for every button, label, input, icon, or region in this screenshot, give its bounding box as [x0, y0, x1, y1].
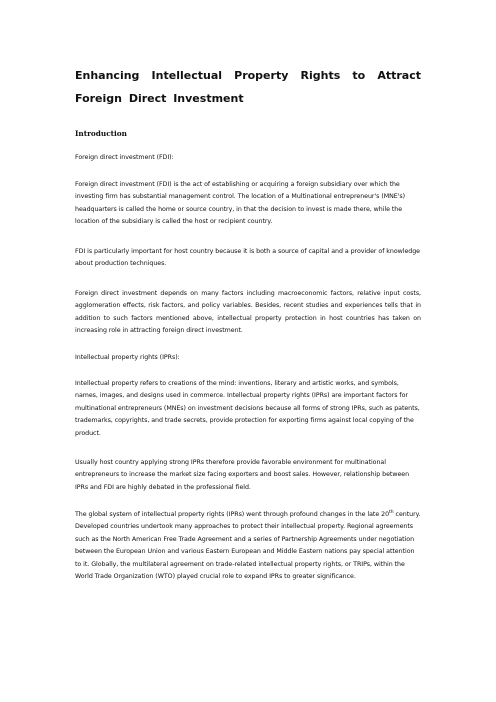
section-heading-introduction: Introduction: [75, 129, 127, 138]
paragraph-iprs-definition: Intellectual property refers to creations of the mind: inventions, literary and artistic works, and symbols, names, images, and designs used in commerce. Intellectual property rights (IPRs) are important factors for multinational entrepreneurs (MNEs) on investment decisions because all forms of strong IPRs, such as patents, trademarks, copyrights, and trade secrets, provide protection for exporting firms against local copying of the product.: [75, 380, 420, 437]
paragraph-fdi-importance: FDI is particularly important for host country because it is both a source of capital and a provider of knowledge about production techniques.: [75, 248, 420, 268]
paragraph-text-part-1: The global system of intellectual property rights (IPRs) went through profound changes in the late 20: [75, 511, 390, 518]
superscript-th: th: [389, 509, 394, 515]
paragraph-fdi-definition: Foreign direct investment (FDI) is the act of establishing or acquiring a foreign subsidiary over which the investing firm has substantial management control. The location of a Multinational entrepreneur's (MNE's) headquarters is called the home or source country, in that the decision to invest is made there, while the location of the subsidiary is called the host or recipient country.: [75, 181, 406, 226]
subheading-fdi: Foreign direct investment (FDI):: [75, 154, 174, 161]
paragraph-text-part-2: century. Developed countries undertook many approaches to protect their intellectual property. Regional agreements such as the North American Free Trade Agreement and a series of Partnership Agreements under negotiation between the European Union and various Eastern European and Middle Eastern nations pay special attention to it. Globally, the multilateral agreement on trade-related intellectual property rights, or TRIPs, within the World Trade Organization (WTO) played crucial role to expand IPRs to greater significance.: [75, 511, 421, 581]
paragraph-fdi-factors: Foreign direct investment depends on many factors including macroeconomic factors, relative input costs, agglomeration effects, risk factors, and policy variables. Besides, recent studies and experiences tells that in addition to such factors mentioned above, intellectual property protection in host countries has taken on increasing role in attracting foreign direct investment.: [75, 290, 421, 335]
paragraph-iprs-global-system: [75, 509, 421, 583]
subheading-iprs: Intellectual property rights (IPRs):: [75, 354, 180, 361]
document-title: Enhancing Intellectual Property Rights to Attract Foreign Direct Investment: [75, 69, 421, 105]
paragraph-iprs-host-country: Usually host country applying strong IPRs therefore provide favorable environment for multinational entrepreneurs to increase the market size facing exporters and boost sales. However, relationship between IPRs and FDI are highly debated in the professional field.: [75, 459, 410, 491]
